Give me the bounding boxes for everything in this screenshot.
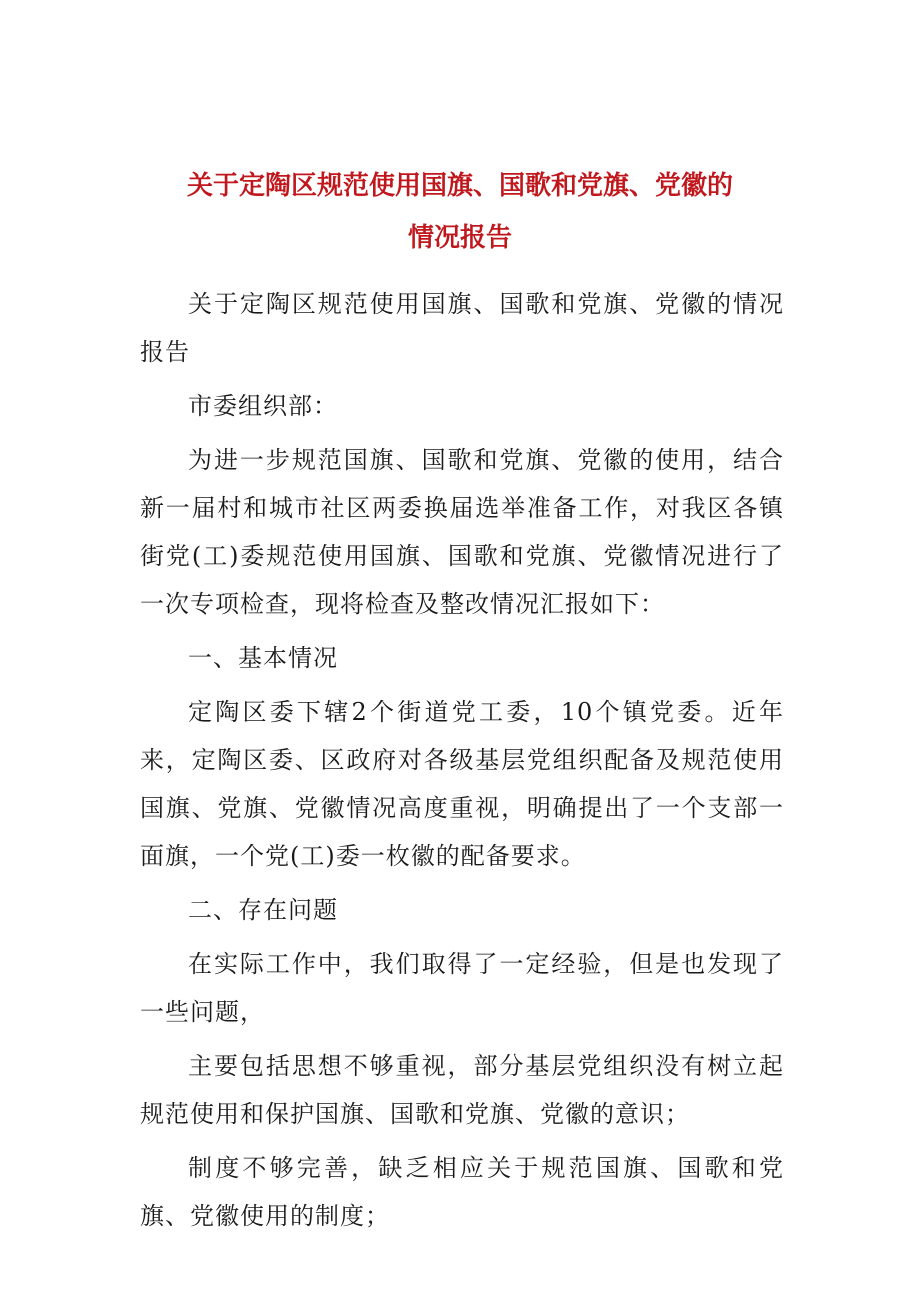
paragraph-recipient: 市委组织部： [188,392,338,420]
heading-problems: 二、存在问题 [188,896,338,924]
document-title [140,160,780,264]
paragraph-subtitle: 关于定陶区规范使用国旗、国歌和党旗、党徽的情况报告 [140,290,784,366]
paragraph-problem-awareness: 主要包括思想不够重视，部分基层党组织没有树立起规范使用和保护国旗、国歌和党旗、党徽的意识； [140,1052,784,1128]
paragraph-intro: 为进一步规范国旗、国歌和党旗、党徽的使用，结合新一届村和城市社区两委换届选举准备工作，对我区各镇街党(工)委规范使用国旗、国歌和党旗、党徽情况进行了一次专项检查，现将检查及整改情况汇报如下： [140,446,784,618]
paragraph-basic-situation: 定陶区委下辖2个街道党工委，10个镇党委。近年来，定陶区委、区政府对各级基层党组织配备及规范使用国旗、党旗、党徽情况高度重视，明确提出了一个支部一面旗，一个党(工)委一枚徽的配备要求。 [140,698,784,870]
document-body [140,280,784,1240]
heading-basic-situation: 一、基本情况 [188,644,338,672]
title-line-1: 关于定陶区规范使用国旗、国歌和党旗、党徽的 [186,171,733,201]
paragraph-problem-system: 制度不够完善，缺乏相应关于规范国旗、国歌和党旗、党徽使用的制度； [140,1154,784,1230]
paragraph-problems-intro: 在实际工作中，我们取得了一定经验，但是也发现了一些问题， [140,950,784,1026]
title-line-2: 情况报告 [407,223,512,253]
